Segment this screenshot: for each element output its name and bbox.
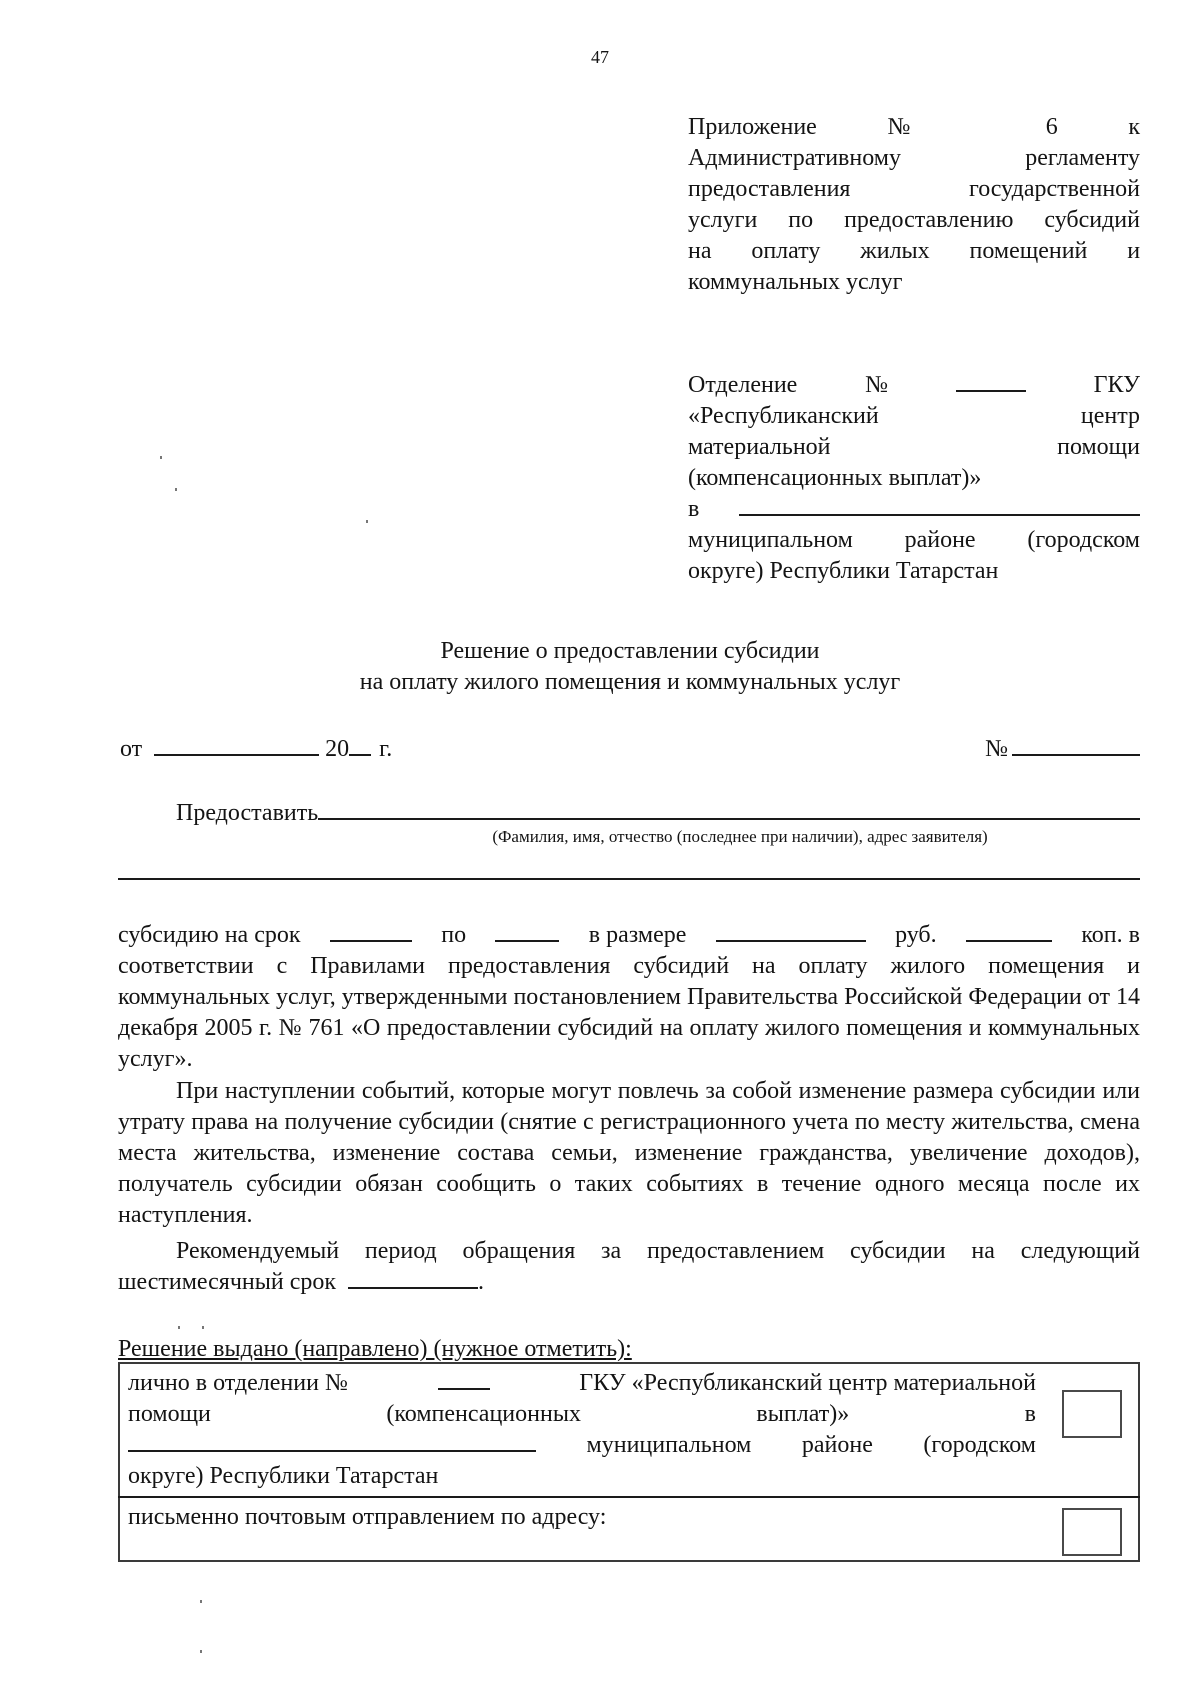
- option-department-blank[interactable]: [438, 1368, 490, 1390]
- delivery-option-mail: письменно почтовым отправлением по адресу:: [128, 1504, 607, 1530]
- title-line-1: Решение о предоставлении субсидии: [440, 638, 820, 664]
- appendix-block: [688, 112, 1140, 298]
- mail-checkbox[interactable]: [1062, 1508, 1122, 1556]
- option-1-line-4: округе) Республики Татарстан: [128, 1463, 439, 1489]
- applicant-line-2[interactable]: [118, 878, 1140, 880]
- body-paragraph-1: [118, 920, 1140, 1075]
- grant-label: Предоставить: [176, 800, 319, 826]
- title-line-2: на оплату жилого помещения и коммунальных услуг: [359, 669, 901, 695]
- scan-speck: [160, 456, 162, 459]
- scan-speck: [366, 520, 368, 523]
- appendix-line-5: на оплату жилых помещений и: [688, 238, 1141, 264]
- year-suffix: г.: [379, 736, 393, 762]
- delivery-heading: Решение выдано (направлено) (нужное отметить):: [118, 1336, 632, 1362]
- scan-speck: [178, 1326, 180, 1329]
- decision-number-blank[interactable]: [1012, 734, 1140, 756]
- appendix-line-2: Административному регламенту: [688, 145, 1140, 171]
- appendix-line-3: предоставления государственной: [688, 176, 1140, 202]
- document-title: [100, 636, 1160, 698]
- body-paragraph-3: Рекомендуемый период обращения за предоставлением субсидии на следующий шестимесячный срок .: [118, 1238, 1140, 1295]
- addressee-line-7: округе) Республики Татарстан: [688, 558, 999, 584]
- next-term-blank[interactable]: [348, 1267, 478, 1289]
- delivery-option-in-person: [128, 1368, 1036, 1492]
- year-blank[interactable]: [349, 734, 371, 756]
- option-district-blank[interactable]: [128, 1430, 536, 1452]
- rubles-blank[interactable]: [716, 920, 866, 942]
- applicant-blank[interactable]: [318, 798, 1140, 820]
- addressee-line-4: (компенсационных выплат)»: [688, 465, 982, 491]
- paragraph-1-rest: соответствии с Правилами предоставления субсидий на оплату жилого помещения и коммунальных услуг, утвержденными постановлением Правительства Российской Федерации от 14 декабря 2005 г. № 761 «О предоставлении субсидий на оплату жилого помещения и коммунальных услуг».: [118, 953, 1140, 1072]
- term-to-blank[interactable]: [495, 920, 559, 942]
- option-1-line-2: помощи (компенсационных выплат)» в: [128, 1401, 1037, 1427]
- date-row: [120, 734, 1140, 765]
- department-number-blank[interactable]: [956, 370, 1026, 392]
- scan-speck: [175, 488, 177, 491]
- from-label: от: [120, 736, 143, 762]
- term-from-blank[interactable]: [330, 920, 412, 942]
- appendix-line-4: услуги по предоставлению субсидий: [688, 207, 1140, 233]
- kopecks-blank[interactable]: [966, 920, 1052, 942]
- body-paragraph-2: При наступлении событий, которые могут повлечь за собой изменение размера субсидии или утрату права на получение субсидии (снятие с регистрационного учета по месту жительства, смена места жительства, изменение состава семьи, изменение гражданства, увеличение доходов), получатель субсидии обязан сообщить о таких событиях в течение одного месяца после их наступления.: [118, 1078, 1140, 1228]
- scan-speck: [202, 1326, 204, 1329]
- option-1-line-1: лично в отделении № ГКУ «Республиканский центр материальной: [128, 1370, 1036, 1396]
- grant-row: [176, 798, 1140, 829]
- page-number: 47: [591, 47, 609, 67]
- applicant-caption: (Фамилия, имя, отчество (последнее при наличии), адрес заявителя): [492, 827, 988, 846]
- number-sign: №: [985, 736, 1008, 762]
- appendix-line-6: коммунальных услуг: [688, 269, 903, 295]
- scan-speck: [200, 1650, 202, 1653]
- addressee-line-6: муниципальном районе (городском: [688, 527, 1140, 553]
- district-blank[interactable]: [739, 494, 1140, 516]
- scan-speck: [200, 1600, 202, 1603]
- date-blank[interactable]: [154, 734, 319, 756]
- option-1-line-3: муниципальном районе (городском: [128, 1430, 1036, 1461]
- in-person-checkbox[interactable]: [1062, 1390, 1122, 1438]
- addressee-line-3: материальной помощи: [688, 434, 1140, 460]
- subsidy-term-line: субсидию на срок по в размере руб. коп. в: [118, 922, 1140, 948]
- year-prefix: 20: [325, 736, 350, 762]
- addressee-line-2: «Республиканский центр: [688, 403, 1140, 429]
- addressee-block: [688, 370, 1140, 587]
- addressee-line-1: Отделение № ГКУ: [688, 372, 1140, 398]
- addressee-line-5: в: [688, 494, 1140, 525]
- delivery-row-divider: [118, 1496, 1140, 1498]
- appendix-line-1: Приложение № 6 к: [688, 114, 1141, 140]
